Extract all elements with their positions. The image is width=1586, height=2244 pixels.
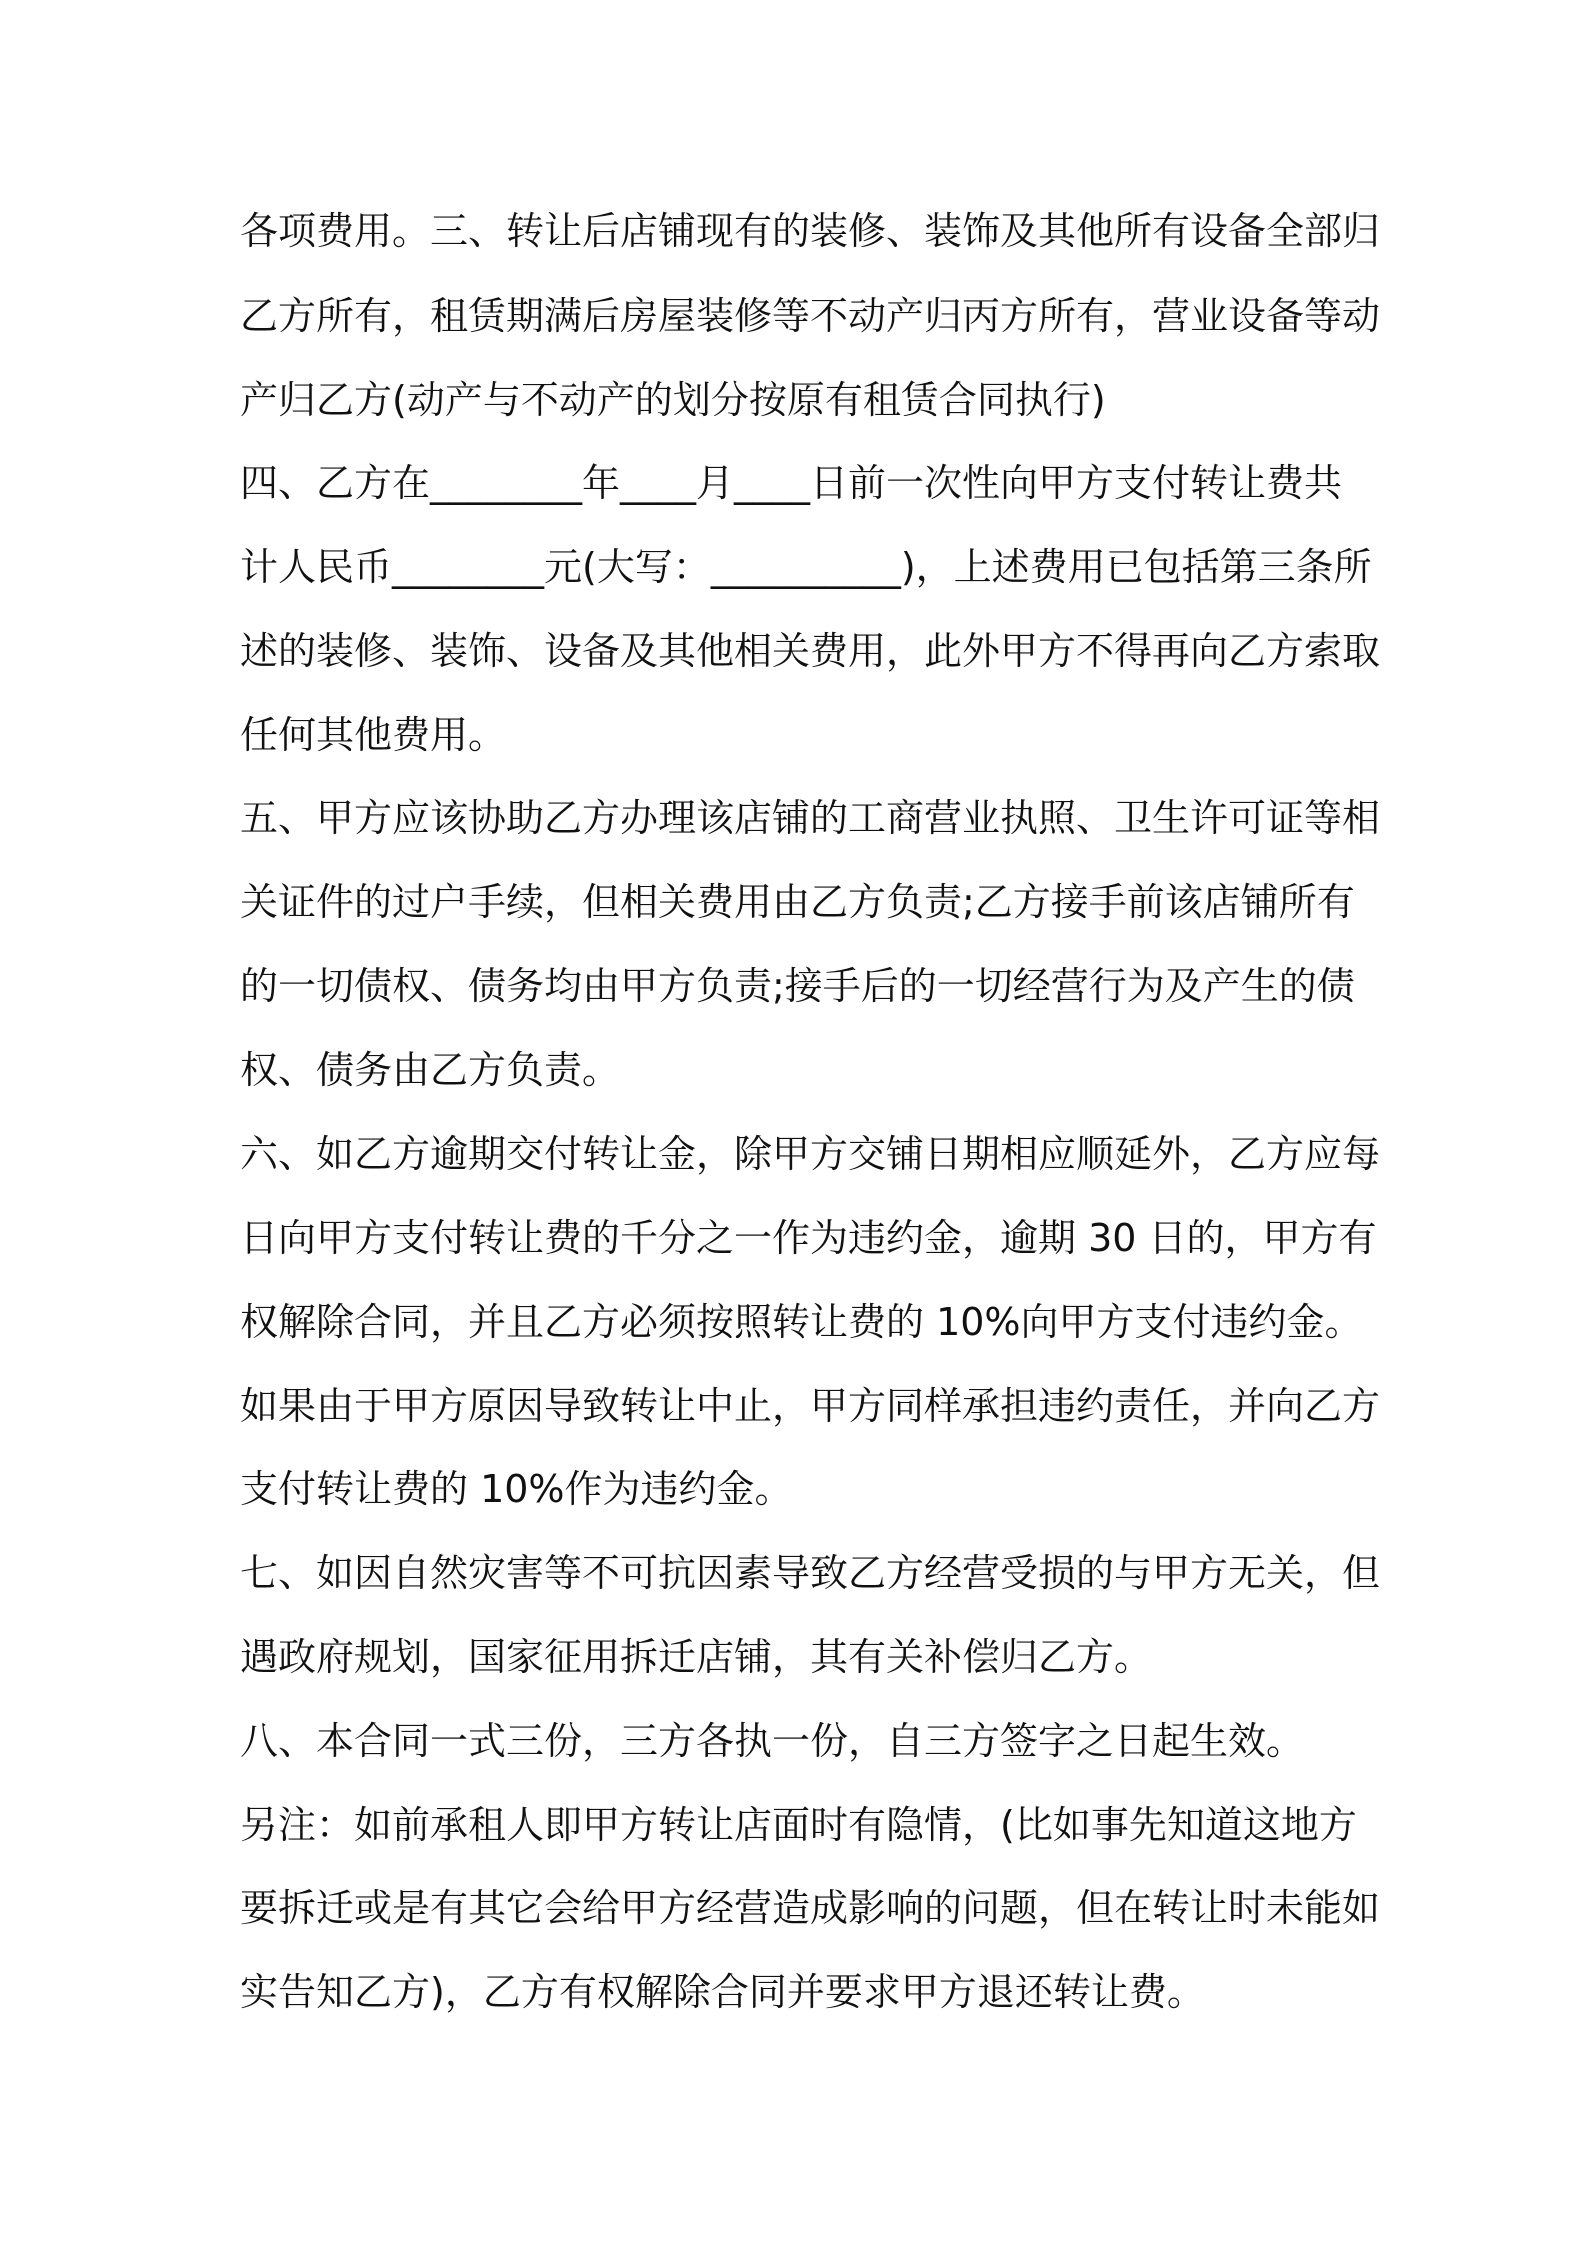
- text-line: 权解除合同，并且乙方必须按照转让费的 10%向甲方支付违约金。: [240, 1300, 1363, 1344]
- text-line: 如果由于甲方原因导致转让中止，甲方同样承担违约责任，并向乙方: [240, 1384, 1381, 1428]
- text-line: 五、甲方应该协助乙方办理该店铺的工商营业执照、卫生许可证等相: [240, 796, 1381, 840]
- text-line: 六、如乙方逾期交付转让金，除甲方交铺日期相应顺延外，乙方应每: [240, 1132, 1381, 1176]
- text-line: 遇政府规划，国家征用拆迁店铺，其有关补偿归乙方。: [240, 1635, 1153, 1679]
- text-line: 的一切债权、债务均由甲方负责;接手后的一切经营行为及产生的债: [240, 964, 1355, 1008]
- text-line: 计人民币________元(大写：__________)，上述费用已包括第三条所: [240, 545, 1372, 589]
- text-line: 关证件的过户手续，但相关费用由乙方负责;乙方接手前该店铺所有: [240, 880, 1355, 924]
- text-line: 八、本合同一式三份，三方各执一份，自三方签字之日起生效。: [240, 1719, 1305, 1763]
- text-line: 述的装修、装饰、设备及其他相关费用，此外甲方不得再向乙方索取: [240, 629, 1381, 673]
- text-line: 支付转让费的 10%作为违约金。: [240, 1467, 793, 1511]
- text-line: 各项费用。三、转让后店铺现有的装修、装饰及其他所有设备全部归: [240, 209, 1381, 253]
- text-line: 产归乙方(动产与不动产的划分按原有租赁合同执行): [240, 378, 1106, 422]
- text-line: 任何其他费用。: [240, 713, 507, 757]
- text-line: 另注：如前承租人即甲方转让店面时有隐情，(比如事先知道这地方: [240, 1803, 1357, 1847]
- contract-text: [240, 0, 1380, 2244]
- text-line: 七、如因自然灾害等不可抗因素导致乙方经营受损的与甲方无关，但: [240, 1551, 1381, 1595]
- text-line: 乙方所有，租赁期满后房屋装修等不动产归丙方所有，营业设备等动: [240, 294, 1381, 338]
- text-line: 要拆迁或是有其它会给甲方经营造成影响的问题，但在转让时未能如: [240, 1886, 1381, 1930]
- text-line: 日向甲方支付转让费的千分之一作为违约金，逾期 30 日的，甲方有: [240, 1216, 1377, 1260]
- text-line: 四、乙方在________年____月____日前一次性向甲方支付转让费共: [240, 461, 1343, 505]
- text-line: 实告知乙方)，乙方有权解除合同并要求甲方退还转让费。: [240, 1970, 1205, 2014]
- text-line: 权、债务由乙方负责。: [240, 1048, 621, 1092]
